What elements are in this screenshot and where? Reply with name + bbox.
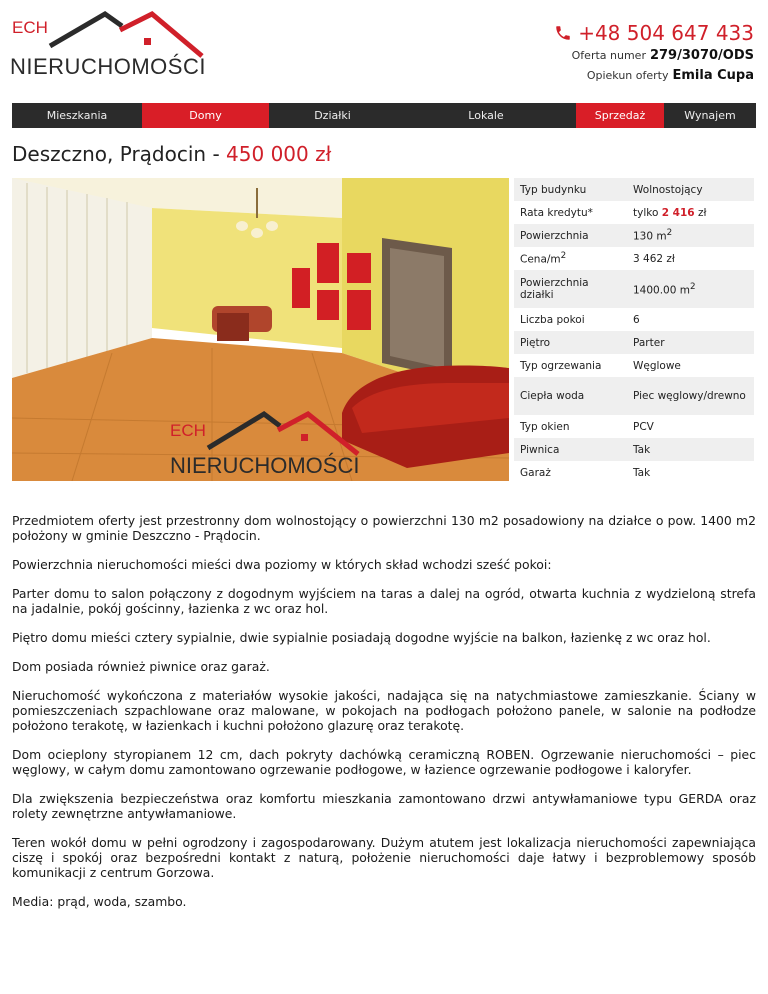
nav-item-mieszkania[interactable]: Mieszkania (46, 109, 108, 122)
main-nav (12, 103, 756, 128)
plot-area-sup: 2 (690, 281, 696, 292)
spec-row (514, 201, 754, 224)
price-per-m-sup: 2 (560, 251, 567, 262)
description-paragraph: Dom posiada również piwnice oraz garaż. (12, 659, 270, 674)
agent-label: Opiekun oferty (586, 69, 669, 82)
nav-item-sprzedaz[interactable]: Sprzedaż (576, 103, 664, 128)
description-paragraph: Teren wokół domu w pełni ogrodzony i zagospodarowany. Dużym atutem jest lokalizacja nieruchomości zapewniająca ciszę i spokój oraz bezpośredni kontakt z naturą, położenie nieruchomości daje łatwy i bezproblemowy sposób komunikacji z centrum Gorzowa. (12, 835, 756, 880)
spec-value: Piec węglowy/drewno (627, 377, 754, 415)
spec-label: Liczba pokoi (520, 313, 585, 326)
spec-row (514, 224, 754, 247)
spec-value: Tak (627, 438, 754, 461)
spec-row (514, 461, 754, 484)
spec-label: Typ budynku (514, 178, 627, 201)
spec-value: Węglowe (633, 359, 681, 372)
listing-title (12, 142, 331, 166)
watermark-top-text: ECH (170, 421, 206, 440)
spec-label: Rata kredytu* (520, 206, 593, 219)
nav-item-lokale[interactable]: Lokale (468, 109, 504, 122)
agent-name: Emila Cupa (672, 68, 754, 83)
installment-prefix: tylko (633, 206, 662, 219)
spec-value (627, 224, 754, 247)
description-paragraph: Parter domu to salon połączony z dogodnym wyjściem na taras a dalej na ogród, otwarta kuchnia z wydzieloną strefa na jadalnie, pokój gościnny, łazienka z wc oraz hol. (12, 586, 756, 616)
spec-row (514, 438, 754, 461)
price-per-m-label: Cena/m (520, 253, 561, 266)
nav-item-dzialki[interactable]: Działki (314, 109, 351, 122)
description-paragraph: Przedmiotem oferty jest przestronny dom wolnostojący o powierzchni 130 m2 posadowiony na działce o pow. 1400 m2 położony w gminie Deszczno - Prądocin. (12, 513, 756, 543)
nav-item-domy[interactable]: Domy (142, 103, 269, 128)
spec-label: Piętro (514, 331, 627, 354)
spec-row (514, 331, 754, 354)
description-paragraph: Powierzchnia nieruchomości mieści dwa poziomy w których skład wchodzi sześć pokoi: (12, 557, 552, 572)
nav-item-wynajem[interactable]: Wynajem (684, 109, 736, 122)
spec-label: Typ ogrzewania (520, 359, 602, 372)
spec-label: Ciepła woda (514, 377, 627, 415)
plot-area-value: 1400.00 m (633, 284, 690, 297)
offer-number-line (554, 48, 754, 64)
agent-line (554, 68, 754, 84)
spec-value: 6 (633, 313, 640, 326)
area-unit-sup: 2 (666, 228, 673, 239)
listing-price: 450 000 zł (226, 142, 332, 166)
spec-value: PCV (633, 420, 654, 433)
company-logo[interactable] (10, 8, 210, 80)
logo-bottom-text: NIERUCHOMOŚCI (10, 54, 206, 79)
description-paragraph: Piętro domu mieści cztery sypialnie, dwie sypialnie posiadają dogodne wyjście na balkon, łazienkę z wc oraz hol. (12, 630, 711, 645)
description-paragraph: Dom ocieplony styropianem 12 cm, dach pokryty dachówką ceramiczną ROBEN. Ogrzewanie nieruchomości – piec węglowy, w całym domu zamontowano ogrzewanie podłogowe, w łazience ogrzewanie podłogowe i kaloryfer. (12, 747, 756, 777)
spec-row (514, 270, 754, 308)
listing-location: Deszczno, Prądocin - (12, 142, 227, 166)
spec-value (627, 270, 754, 308)
contact-block (554, 22, 754, 84)
installment-amount: 2 416 (661, 206, 695, 219)
spec-row (514, 377, 754, 415)
spec-row (514, 178, 754, 201)
spec-label: Powierzchnia (514, 224, 627, 247)
installment-suffix: zł (694, 206, 707, 219)
spec-label (514, 247, 627, 270)
description-paragraph: Nieruchomość wykończona z materiałów wysokie jakości, nadająca się na natychmiastowe zamieszkanie. Ściany w pomieszczeniach szpachlowane oraz malowane, w pokojach na podłogach położono panele, w salonie na podłodze położono terakotę, w łazienkach i kuchni położono glazurę oraz terakotę. (12, 688, 756, 733)
phone-link[interactable] (554, 22, 754, 44)
spec-label: Garaż (520, 466, 551, 479)
spec-label: Powierzchnia działki (514, 270, 627, 308)
specs-table (514, 178, 754, 484)
spec-value (627, 201, 754, 224)
spec-value: Wolnostojący (627, 178, 754, 201)
logo-top-text: ECH (12, 18, 48, 37)
offer-number-label: Oferta numer (571, 49, 646, 62)
phone-icon (554, 24, 572, 42)
listing-description (12, 513, 756, 923)
spec-row (514, 247, 754, 270)
area-value: 130 m (633, 230, 667, 243)
spec-row (514, 354, 754, 377)
phone-number: +48 504 647 433 (578, 21, 754, 45)
description-paragraph: Media: prąd, woda, szambo. (12, 894, 187, 909)
offer-number: 279/3070/ODS (649, 48, 754, 63)
spec-label: Piwnica (514, 438, 627, 461)
listing-photo[interactable] (12, 178, 509, 481)
spec-row (514, 415, 754, 438)
spec-row (514, 308, 754, 331)
watermark-bottom-text: NIERUCHOMOŚCI (170, 453, 360, 478)
spec-label: Typ okien (520, 420, 570, 433)
description-paragraph: Dla zwiększenia bezpieczeństwa oraz komfortu mieszkania zamontowano drzwi antywłamaniowe typu GERDA oraz rolety zewnętrzne antywłamaniowe. (12, 791, 756, 821)
spec-value: Tak (633, 466, 651, 479)
spec-value: 3 462 zł (633, 252, 675, 265)
spec-value: Parter (627, 331, 754, 354)
